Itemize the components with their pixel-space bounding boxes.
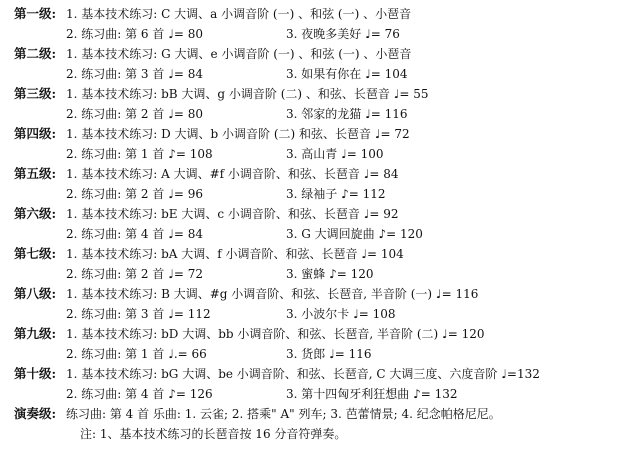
etude-requirement: 2. 练习曲: 第 1 首 ♩.= 66 [66, 347, 207, 361]
level-row-technique [14, 44, 634, 64]
level-row-pieces [14, 184, 634, 204]
level-row-pieces [14, 64, 634, 84]
level-row-pieces [14, 104, 634, 124]
piece-requirement: 3. 第十四匈牙利狂想曲 ♪= 132 [286, 387, 458, 401]
etude-requirement: 2. 练习曲: 第 1 首 ♪= 108 [66, 147, 213, 161]
level-block-10 [14, 364, 634, 404]
etude-requirement: 2. 练习曲: 第 6 首 ♩= 80 [66, 27, 203, 41]
etude-requirement: 2. 练习曲: 第 4 首 ♪= 126 [66, 387, 213, 401]
performance-label: 演奏级: [14, 406, 57, 421]
level-row-technique [14, 4, 634, 24]
syllabus-note: 注: 1、基本技术练习的长琶音按 16 分音符弹奏。 [80, 427, 347, 441]
level-row-technique [14, 244, 634, 264]
note-row [14, 424, 634, 444]
technique-requirement: 1. 基本技术练习: bG 大调、be 小调音阶、和弦、长琶音, C 大调三度、六度音阶 ♩=132 [66, 367, 540, 381]
piece-requirement: 3. G 大调回旋曲 ♪= 120 [286, 227, 423, 241]
level-block-5 [14, 164, 634, 204]
piece-requirement: 3. 小波尔卡 ♩= 108 [286, 307, 396, 321]
technique-requirement: 1. 基本技术练习: B 大调、#g 小调音阶、和弦、长琶音, 半音阶 (一) ♩= 116 [66, 287, 479, 301]
performance-requirement: 练习曲: 第 4 首 乐曲: 1. 云雀; 2. 搭乘" A" 列车; 3. 芭蕾情景; 4. 纪念帕格尼尼。 [66, 407, 501, 421]
technique-requirement: 1. 基本技术练习: A 大调、#f 小调音阶、和弦、长琶音 ♩= 84 [66, 167, 399, 181]
level-row-pieces [14, 304, 634, 324]
technique-requirement: 1. 基本技术练习: bE 大调、c 小调音阶、和弦、长琶音 ♩= 92 [66, 207, 399, 221]
technique-requirement: 1. 基本技术练习: G 大调、e 小调音阶 (一) 、和弦 (一) 、小琶音 [66, 47, 412, 61]
level-label: 第十级: [14, 366, 57, 381]
etude-requirement: 2. 练习曲: 第 2 首 ♩= 80 [66, 107, 203, 121]
level-row-technique [14, 364, 634, 384]
etude-requirement: 2. 练习曲: 第 2 首 ♩= 96 [66, 187, 203, 201]
etude-requirement: 2. 练习曲: 第 4 首 ♩= 84 [66, 227, 203, 241]
technique-requirement: 1. 基本技术练习: D 大调、b 小调音阶 (二) 和弦、长琶音 ♩= 72 [66, 127, 410, 141]
level-row-pieces [14, 264, 634, 284]
etude-requirement: 2. 练习曲: 第 3 首 ♩= 84 [66, 67, 203, 81]
performance-row [14, 404, 634, 424]
piece-requirement: 3. 蜜蜂 ♪= 120 [286, 267, 374, 281]
level-row-technique [14, 124, 634, 144]
level-label: 第一级: [14, 6, 57, 21]
level-block-1 [14, 4, 634, 44]
etude-requirement: 2. 练习曲: 第 2 首 ♩= 72 [66, 267, 203, 281]
level-label: 第四级: [14, 126, 57, 141]
level-row-technique [14, 324, 634, 344]
level-row-pieces [14, 344, 634, 364]
level-row-pieces [14, 24, 634, 44]
level-label: 第六级: [14, 206, 57, 221]
level-label: 第九级: [14, 326, 57, 341]
level-label: 第五级: [14, 166, 57, 181]
level-block-3 [14, 84, 634, 124]
piece-requirement: 3. 邻家的龙猫 ♩= 116 [286, 107, 408, 121]
level-row-pieces [14, 144, 634, 164]
level-label: 第八级: [14, 286, 57, 301]
piece-requirement: 3. 货郎 ♩= 116 [286, 347, 372, 361]
piece-requirement: 3. 如果有你在 ♩= 104 [286, 67, 408, 81]
level-row-technique [14, 164, 634, 184]
technique-requirement: 1. 基本技术练习: bD 大调、bb 小调音阶、和弦、长琶音, 半音阶 (二) ♩= 120 [66, 327, 485, 341]
level-label: 第七级: [14, 246, 57, 261]
piece-requirement: 3. 高山青 ♩= 100 [286, 147, 384, 161]
level-row-pieces [14, 384, 634, 404]
technique-requirement: 1. 基本技术练习: bB 大调、g 小调音阶 (二) 、和弦、长琶音 ♩= 55 [66, 87, 429, 101]
performance-level-block [14, 404, 634, 444]
level-block-4 [14, 124, 634, 164]
etude-requirement: 2. 练习曲: 第 3 首 ♩= 112 [66, 307, 211, 321]
piece-requirement: 3. 绿袖子 ♪= 112 [286, 187, 386, 201]
level-label: 第二级: [14, 46, 57, 61]
technique-requirement: 1. 基本技术练习: bA 大调、f 小调音阶、和弦、长琶音 ♩= 104 [66, 247, 404, 261]
level-block-7 [14, 244, 634, 284]
level-row-technique [14, 204, 634, 224]
level-block-9 [14, 324, 634, 364]
technique-requirement: 1. 基本技术练习: C 大调、a 小调音阶 (一) 、和弦 (一) 、小琶音 [66, 7, 412, 21]
level-block-2 [14, 44, 634, 84]
level-block-8 [14, 284, 634, 324]
piece-requirement: 3. 夜晚多美好 ♩= 76 [286, 27, 400, 41]
level-row-technique [14, 284, 634, 304]
level-block-6 [14, 204, 634, 244]
level-row-technique [14, 84, 634, 104]
level-label: 第三级: [14, 86, 57, 101]
level-row-pieces [14, 224, 634, 244]
